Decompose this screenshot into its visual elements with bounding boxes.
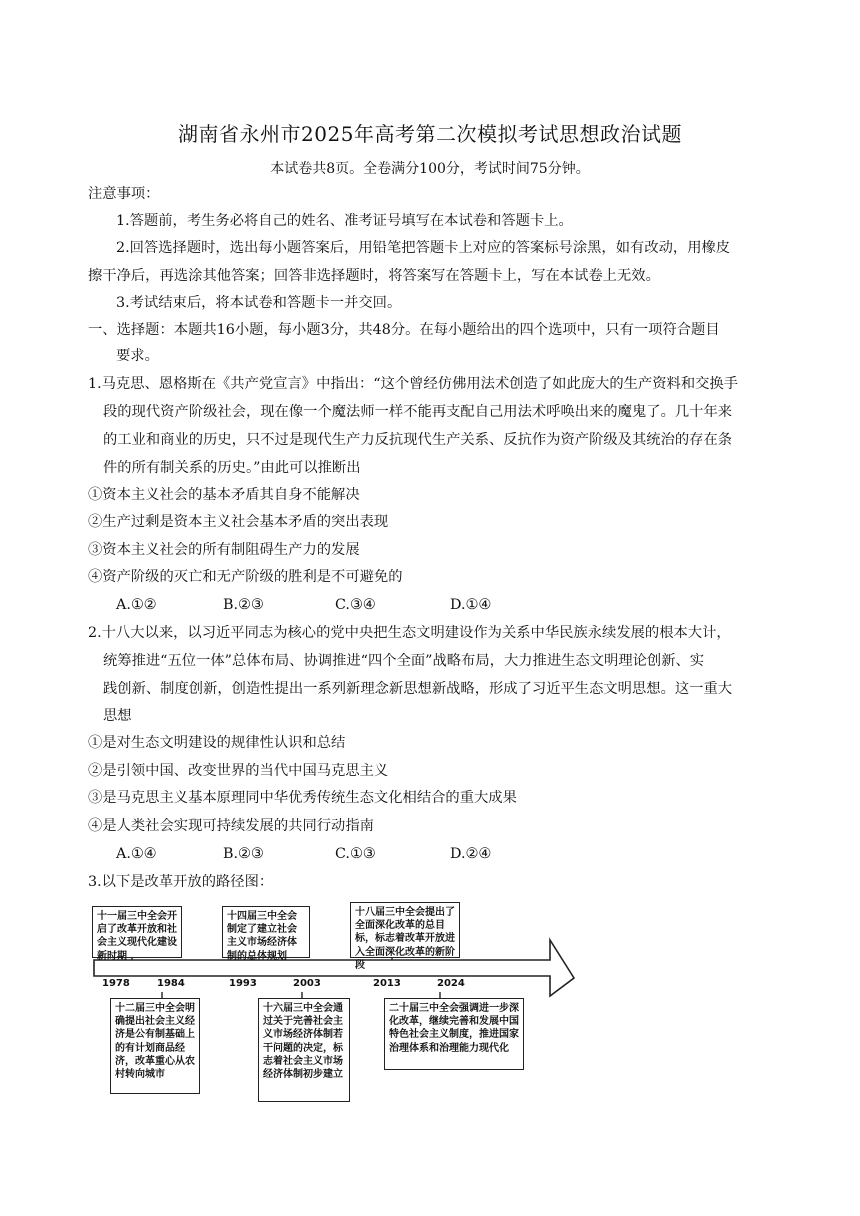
- timeline-box-2013: 十八届三中全会提出了全面深化改革的总目标，标志着改革开放进入全面深化改革的新阶段: [350, 902, 460, 958]
- q2-item-3: ③是马克思主义基本原理同中华优秀传统生态文化相结合的重大成果: [88, 790, 517, 806]
- timeline-box-1978: 十一届三中全会开启了改革开放和社会主义现代化建设新时期: [92, 906, 182, 958]
- q1-item-2: ②生产过剩是资本主义社会基本矛盾的突出表现: [88, 514, 389, 530]
- timeline-year-1984: 1984: [157, 978, 185, 989]
- notice-item-2-line-2: 擦干净后，再选涂其他答案；回答非选择题时，将答案写在答题卡上，写在本试卷上无效。: [88, 268, 660, 284]
- timeline-year-2013: 2013: [373, 978, 401, 989]
- page-subtitle: 本试卷共8页。全卷满分100分，考试时间75分钟。: [270, 161, 590, 177]
- q2-stem-line-1: 2.十八大以来，以习近平同志为核心的党中央把生态文明建设作为关系中华民族永续发展的根本大计，: [88, 625, 731, 641]
- q1-option-c[interactable]: C.③④: [335, 597, 376, 613]
- reform-timeline-diagram: [92, 892, 582, 1102]
- q1-stem-line-3: 的工业和商业的历史，只不过是现代生产力反抗现代生产关系、反抗作为资产阶级及其统治的存在条: [103, 432, 733, 448]
- page-title: 湖南省永州市2025年高考第二次模拟考试思想政治试题: [178, 122, 682, 146]
- timeline-box-1984: 十二届三中全会明确提出社会主义经济是公有制基础上的有计划商品经济，改革重心从农村转向城市: [110, 998, 200, 1094]
- q2-item-4: ④是人类社会实现可持续发展的共同行动指南: [88, 818, 374, 834]
- section-heading-line-2: 要求。: [116, 348, 159, 364]
- notice-item-1: 1.答题前，考生务必将自己的姓名、准考证号填写在本试卷和答题卡上。: [116, 213, 573, 229]
- timeline-year-1993: 1993: [229, 978, 257, 989]
- q1-option-d[interactable]: D.①④: [450, 597, 492, 613]
- q2-stem-line-4: 思想: [103, 708, 132, 724]
- q1-option-a[interactable]: A.①②: [116, 597, 157, 613]
- q2-stem-line-2: 统筹推进“五位一体”总体布局、协调推进“四个全面”战略布局，大力推进生态文明理论创新、实: [103, 653, 705, 669]
- q1-stem-line-1: 1.马克思、恩格斯在《共产党宣言》中指出：“这个曾经仿佛用法术创造了如此庞大的生产资料和交换手: [88, 376, 739, 392]
- q2-option-b[interactable]: B.②③: [223, 846, 264, 862]
- notice-heading: 注意事项：: [88, 186, 160, 202]
- q2-option-d[interactable]: D.②④: [450, 846, 492, 862]
- timeline-box-2024: 二十届三中全会强调进一步深化改革，继续完善和发展中国特色社会主义制度，推进国家治理体系和治理能力现代化: [384, 998, 524, 1070]
- q2-item-1: ①是对生态文明建设的规律性认识和总结: [88, 735, 346, 751]
- q1-stem-line-2: 段的现代资产阶级社会，现在像一个魔法师一样不能再支配自己用法术呼唤出来的魔鬼了。几十年来: [103, 404, 733, 420]
- timeline-year-1978: 1978: [102, 978, 130, 989]
- timeline-year-2003: 2003: [293, 978, 321, 989]
- q3-stem: 3.以下是改革开放的路径图：: [88, 874, 274, 890]
- section-heading-line-1: 一、选择题：本题共16小题，每小题3分，共48分。在每小题给出的四个选项中，只有一项符合题目: [88, 322, 720, 338]
- q1-item-4: ④资产阶级的灭亡和无产阶级的胜利是不可避免的: [88, 569, 403, 585]
- q1-stem-line-4: 件的所有制关系的历史。”由此可以推断出: [103, 460, 361, 476]
- timeline-box-2003: 十六届三中全会通过关于完善社会主义市场经济体制若干问题的决定，标志着社会主义市场经济体制初步建立: [258, 998, 350, 1102]
- q2-option-a[interactable]: A.①④: [116, 846, 157, 862]
- q2-stem-line-3: 践创新、制度创新，创造性提出一系列新理念新思想新战略，形成了习近平生态文明思想。这一重大: [103, 681, 733, 697]
- notice-item-3: 3.考试结束后，将本试卷和答题卡一并交回。: [116, 295, 402, 311]
- q1-option-b[interactable]: B.②③: [223, 597, 264, 613]
- q2-option-c[interactable]: C.①③: [335, 846, 376, 862]
- timeline-year-2024: 2024: [437, 978, 465, 989]
- q1-item-3: ③资本主义社会的所有制阻碍生产力的发展: [88, 542, 360, 558]
- q2-item-2: ②是引领中国、改变世界的当代中国马克思主义: [88, 763, 389, 779]
- timeline-box-1993: 十四届三中全会制定了建立社会主义市场经济体制的总体规划: [222, 906, 310, 958]
- q1-item-1: ①资本主义社会的基本矛盾其自身不能解决: [88, 487, 360, 503]
- notice-item-2-line-1: 2.回答选择题时，选出每小题答案后，用铅笔把答题卡上对应的答案标号涂黑，如有改动，用橡皮: [116, 240, 731, 256]
